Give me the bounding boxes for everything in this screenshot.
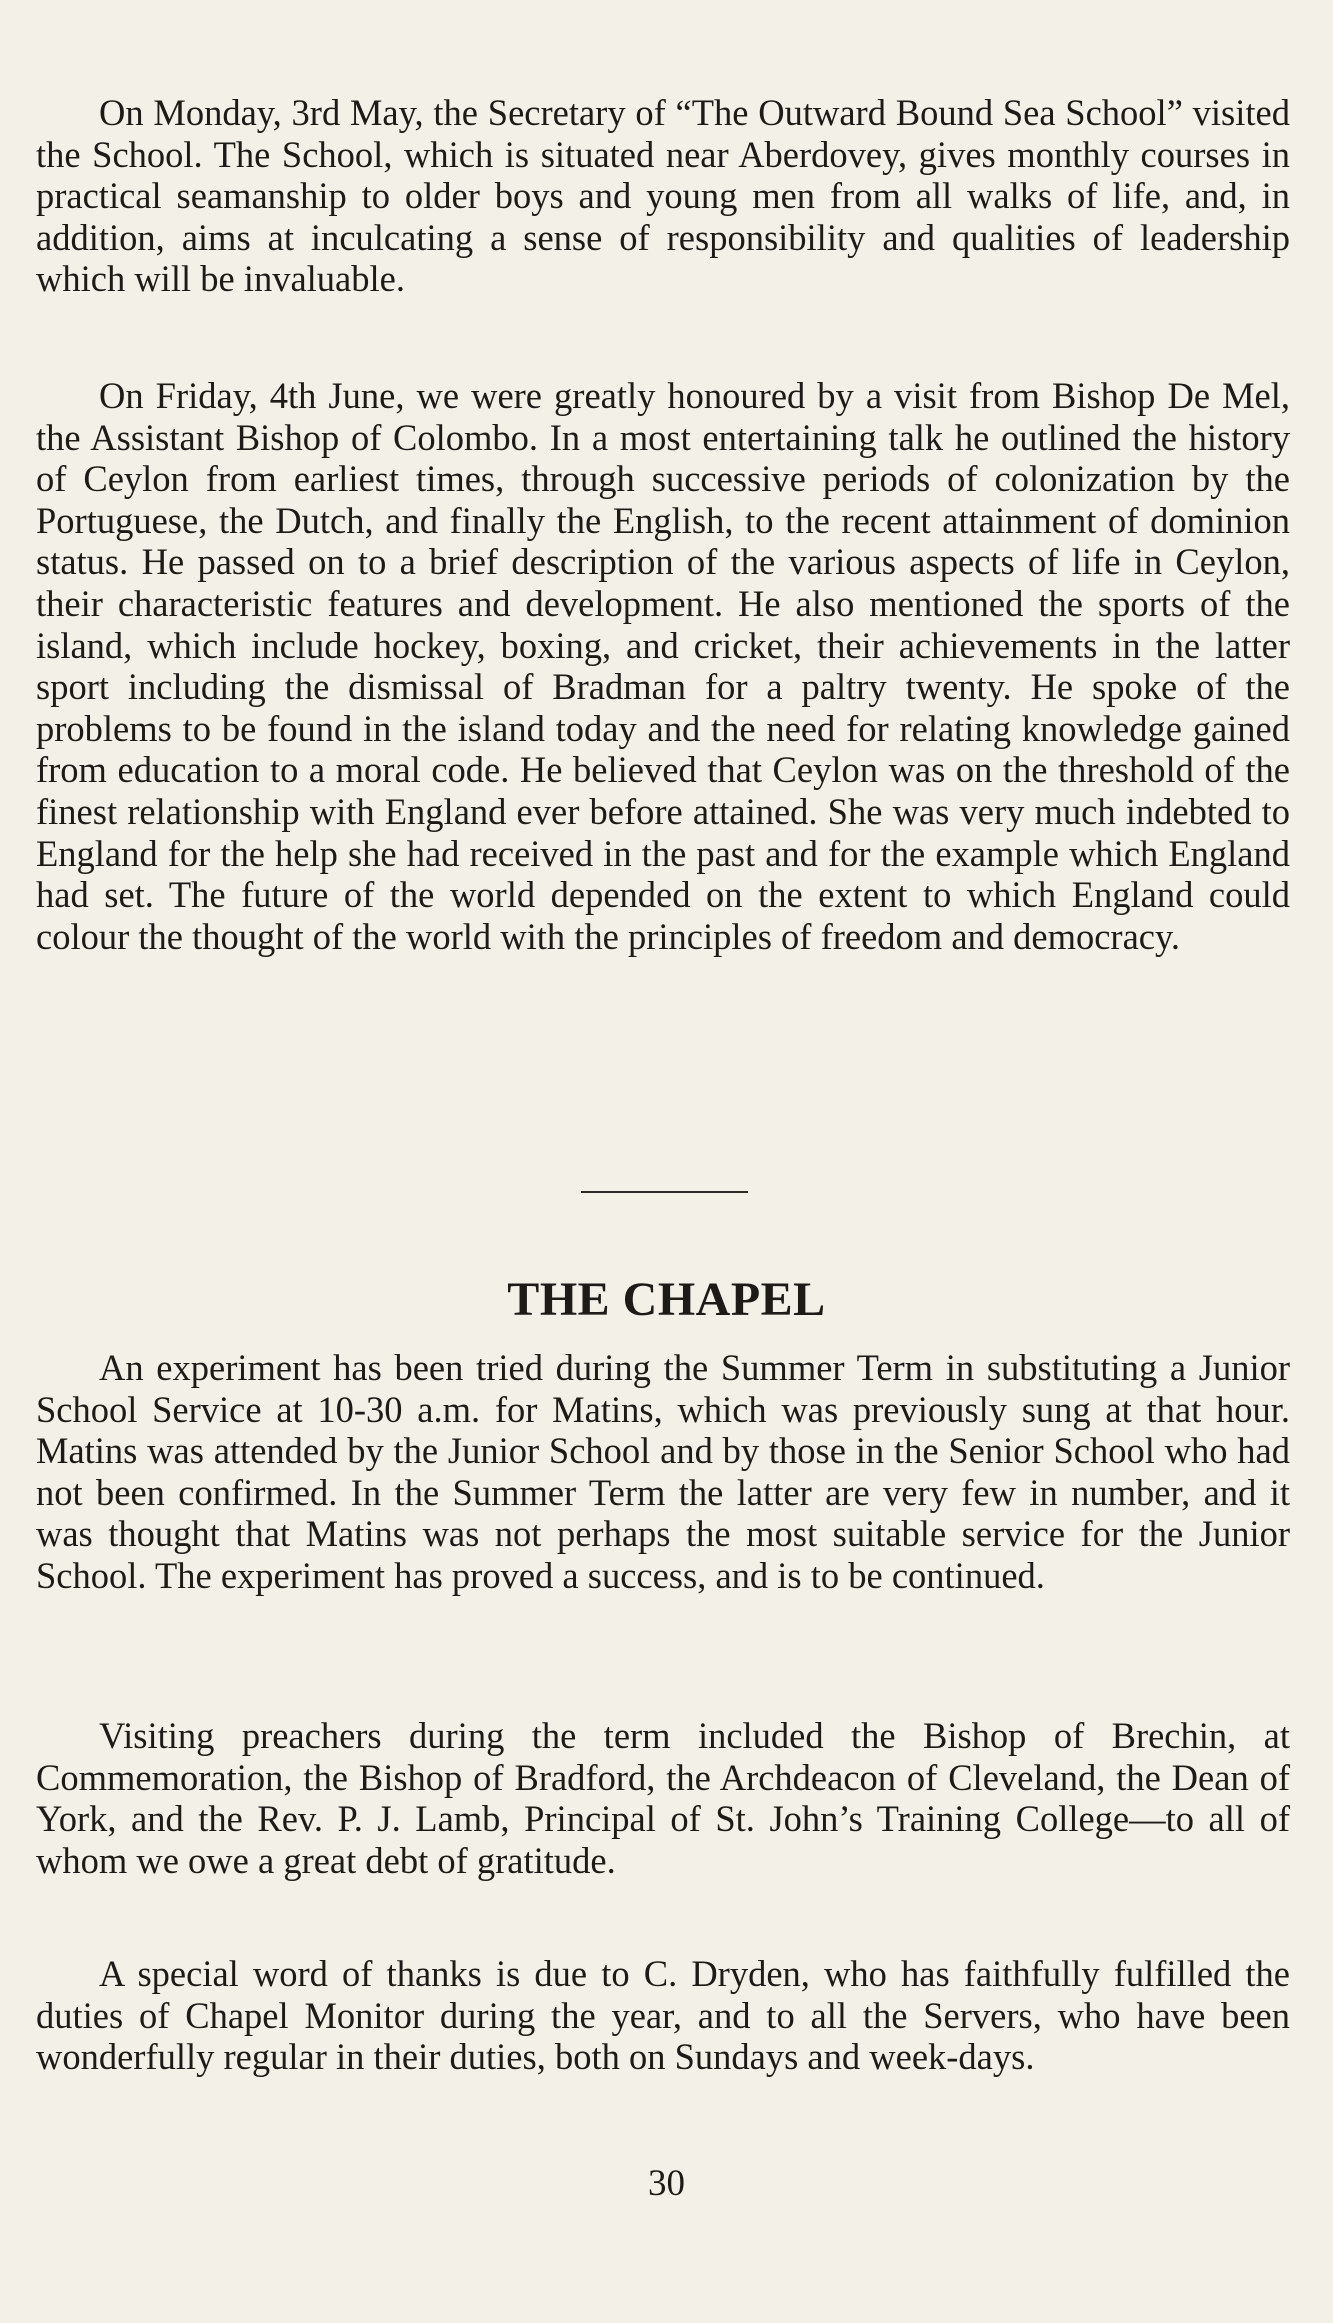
section-divider — [581, 1191, 748, 1193]
section-heading: THE CHAPEL — [507, 1273, 826, 1326]
page-number: 30 — [648, 2163, 685, 2204]
paragraph-bishop-de-mel-visit: On Friday, 4th June, we were greatly honoured by a visit from Bishop De Mel, the Assistant Bishop of Colombo. In a most entertaining talk he outlined the history of Ceylon from earliest times, through successive periods of colonization by the Portuguese, the Dutch, and finally the English, to the recent attainment of dominion status. He passed on to a brief description of the various aspects of life in Ceylon, their characteristic features and development. He also mentioned the sports of the island, which include hockey, boxing, and cricket, their achievements in the latter sport including the dismissal of Bradman for a paltry twenty. He spoke of the problems to be found in the island today and the need for relating knowledge gained from education to a moral code. He believed that Ceylon was on the threshold of the finest relationship with England ever before attained. She was very much indebted to England for the help she had received in the past and for the example which England had set. The future of the world depended on the extent to which England could colour the thought of the world with the principles of freedom and democracy. — [36, 375, 1290, 957]
paragraph-outward-bound-visit: On Monday, 3rd May, the Secretary of “The Outward Bound Sea School” visited the School. The School, which is situated near Aberdovey, gives monthly courses in practical seamanship to older boys and young men from all walks of life, and, in addition, aims at inculcating a sense of responsibility and qualities of leadership which will be invaluable. — [36, 92, 1290, 300]
paragraph-thanks: A special word of thanks is due to C. Dryden, who has faithfully fulfilled the duties of Chapel Monitor during the year, and to all the Servers, who have been wonderfully regular in their duties, both on Sundays and week-days. — [36, 1953, 1290, 2078]
paragraph-junior-service: An experiment has been tried during the Summer Term in substituting a Junior School Service at 10-30 a.m. for Matins, which was previously sung at that hour. Matins was attended by the Junior School and by those in the Senior School who had not been confirmed. In the Summer Term the latter are very few in number, and it was thought that Matins was not perhaps the most suitable service for the Junior School. The experiment has proved a success, and is to be continued. — [36, 1347, 1290, 1596]
paragraph-visiting-preachers: Visiting preachers during the term included the Bishop of Brechin, at Commemoration, the Bishop of Bradford, the Archdeacon of Cleveland, the Dean of York, and the Rev. P. J. Lamb, Principal of St. John’s Training College—to all of whom we owe a great debt of gratitude. — [36, 1715, 1290, 1881]
